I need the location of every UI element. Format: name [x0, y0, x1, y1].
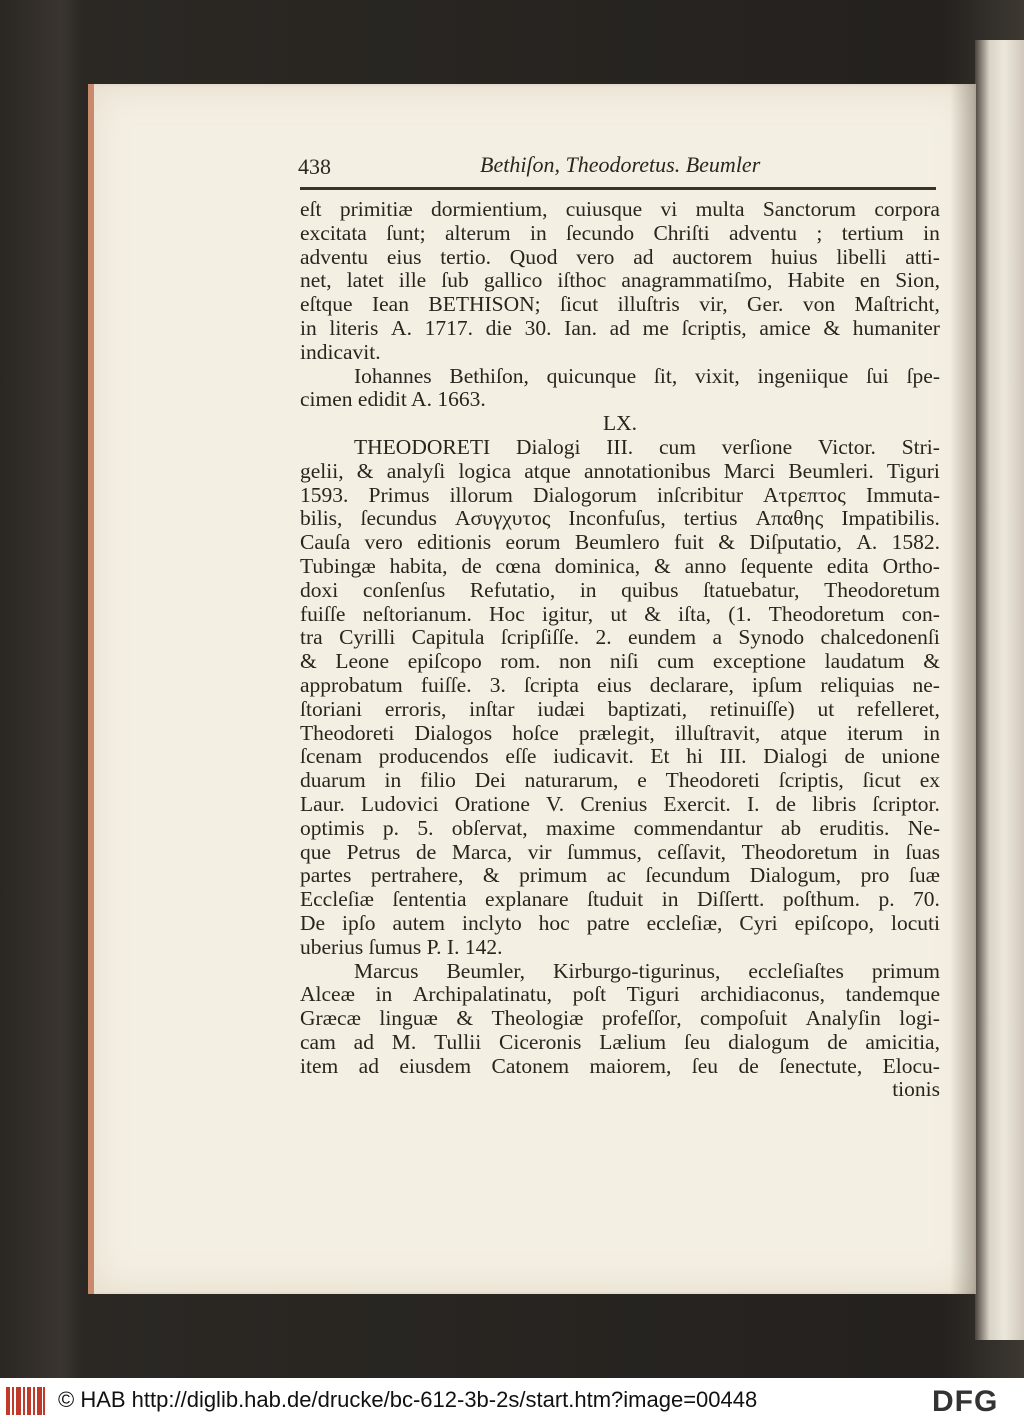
- text-line: Eccleſiæ ſententia explanare ſtuduit in Diſſertt. poſthum. p. 70.: [300, 887, 940, 912]
- footer-bar: [0, 1378, 1024, 1424]
- text-line: tra Cyrilli Capitula ſcripſiſſe. 2. eundem a Synodo chalcedonenſi: [300, 625, 940, 650]
- text-line: eſtque Iean BETHISON; ſicut illuſtris vir, Ger. von Maſtricht,: [300, 292, 940, 317]
- text-line: tionis: [892, 1077, 940, 1102]
- text-line: excitata ſunt; alterum in ſecundo Chriſti adventu ; tertium in: [300, 220, 940, 245]
- text-line: in literis A. 1717. die 30. Ian. ad me ſcriptis, amice & humaniter: [300, 315, 940, 340]
- text-line: cam ad M. Tullii Ciceronis Lælium ſeu dialogum de amicitia,: [300, 1029, 940, 1054]
- page-number: 438: [298, 154, 331, 179]
- running-head-title: Bethiſon, Theodoretus. Beumler: [480, 152, 761, 177]
- text-line: uberius ſumus P. I. 142.: [300, 934, 503, 959]
- text-line: approbatum fuiſſe. 3. ſcripta eius declarare, ipſum reliquias ne-: [300, 672, 940, 697]
- text-line: indicavit.: [300, 339, 381, 364]
- adjacent-pages-edge: [975, 40, 1024, 1340]
- text-line: que Petrus de Marca, vir ſummus, ceſſavit, Theodoretum in ſuas: [300, 839, 940, 864]
- text-line: LX.: [602, 411, 638, 436]
- text-line: THEODORETI Dialogi III. cum verſione Victor. Stri-: [354, 434, 940, 459]
- text-line: eſt primitiæ dormientium, cuiusque vi multa Sanctorum corpora: [300, 197, 940, 221]
- text-line: 1593. Primus illorum Dialogorum inſcribitur Ατρεπτος Immuta-: [300, 482, 940, 507]
- text-line: fuiſſe neſtorianum. Hoc igitur, ut & iſta, (1. Theodoretum con-: [300, 601, 940, 626]
- text-line: Tubingæ habita, de cœna dominica, & anno ſequente edita Ortho-: [300, 553, 940, 578]
- running-head: [298, 148, 938, 188]
- body-text: [300, 198, 940, 1102]
- barcode-icon: [6, 1385, 46, 1417]
- text-line: & Leone epiſcopo rom. non niſi cum exceptione laudatum &: [300, 649, 940, 674]
- text-line: gelii, & analyſi logica atque annotationibus Marci Beumleri. Tiguri: [300, 458, 940, 483]
- text-line: partes pertrahere, & primum ac ſecundum Dialogum, pro ſuæ: [300, 863, 940, 888]
- text-line: cimen edidit A. 1663.: [300, 387, 486, 412]
- text-line: Cauſa vero editionis eorum Beumlero fuit & Diſputatio, A. 1582.: [300, 530, 940, 555]
- text-line: bilis, ſecundus Ασυγχυτος Inconfuſus, tertius Απαθης Impatibilis.: [300, 506, 940, 531]
- text-line: Iohannes Bethiſon, quicunque ſit, vixit, ingeniique ſui ſpe-: [354, 363, 940, 388]
- text-line: doxi conſenſus Refutatio, in quibus ſtatuebatur, Theodoretum: [300, 577, 940, 602]
- text-line: duarum in filio Dei naturarum, e Theodoreti ſcriptis, ſicut ex: [300, 768, 940, 793]
- text-line: net, latet ille ſub gallico iſthoc anagrammatiſmo, Habite en Sion,: [300, 268, 940, 293]
- footer-credit-link[interactable]: © HAB http://diglib.hab.de/drucke/bc-612-3b-2s/start.htm?image=00448: [58, 1387, 758, 1412]
- header-rule: [300, 187, 936, 190]
- text-line: item ad eiusdem Catonem maiorem, ſeu de ſenectute, Elocu-: [300, 1053, 940, 1078]
- page-left-edge: [88, 84, 94, 1294]
- text-line: adventu eius tertio. Quod vero ad auctorem huius libelli atti-: [300, 244, 940, 269]
- text-line: optimis p. 5. obſervat, maxime commendantur ab eruditis. Ne-: [300, 815, 940, 840]
- text-line: Laur. Ludovici Oratione V. Crenius Exercit. I. de libris ſcriptor.: [300, 791, 940, 816]
- text-line: ſcenam producendos eſſe iudicavit. Et hi III. Dialogi de unione: [300, 744, 940, 769]
- gutter-shadow: [950, 84, 976, 1294]
- text-line: Theodoreti Dialogos hoſce prælegit, illuſtravit, atque iterum in: [300, 720, 940, 745]
- text-line: Alceæ in Archipalatinatu, poſt Tiguri archidiaconus, tandemque: [300, 982, 940, 1007]
- dfg-logo: DFG: [932, 1385, 999, 1418]
- text-line: ſtoriani erroris, inſtar iudæi baptizati, retinuiſſe) ut refelleret,: [300, 696, 940, 721]
- text-line: Græcæ linguæ & Theologiæ profeſſor, compoſuit Analyſin logi-: [300, 1006, 940, 1031]
- text-line: Marcus Beumler, Kirburgo-tigurinus, eccleſiaſtes primum: [354, 958, 940, 983]
- text-line: De ipſo autem inclyto hoc patre eccleſiæ, Cyri epiſcopo, locuti: [300, 910, 940, 935]
